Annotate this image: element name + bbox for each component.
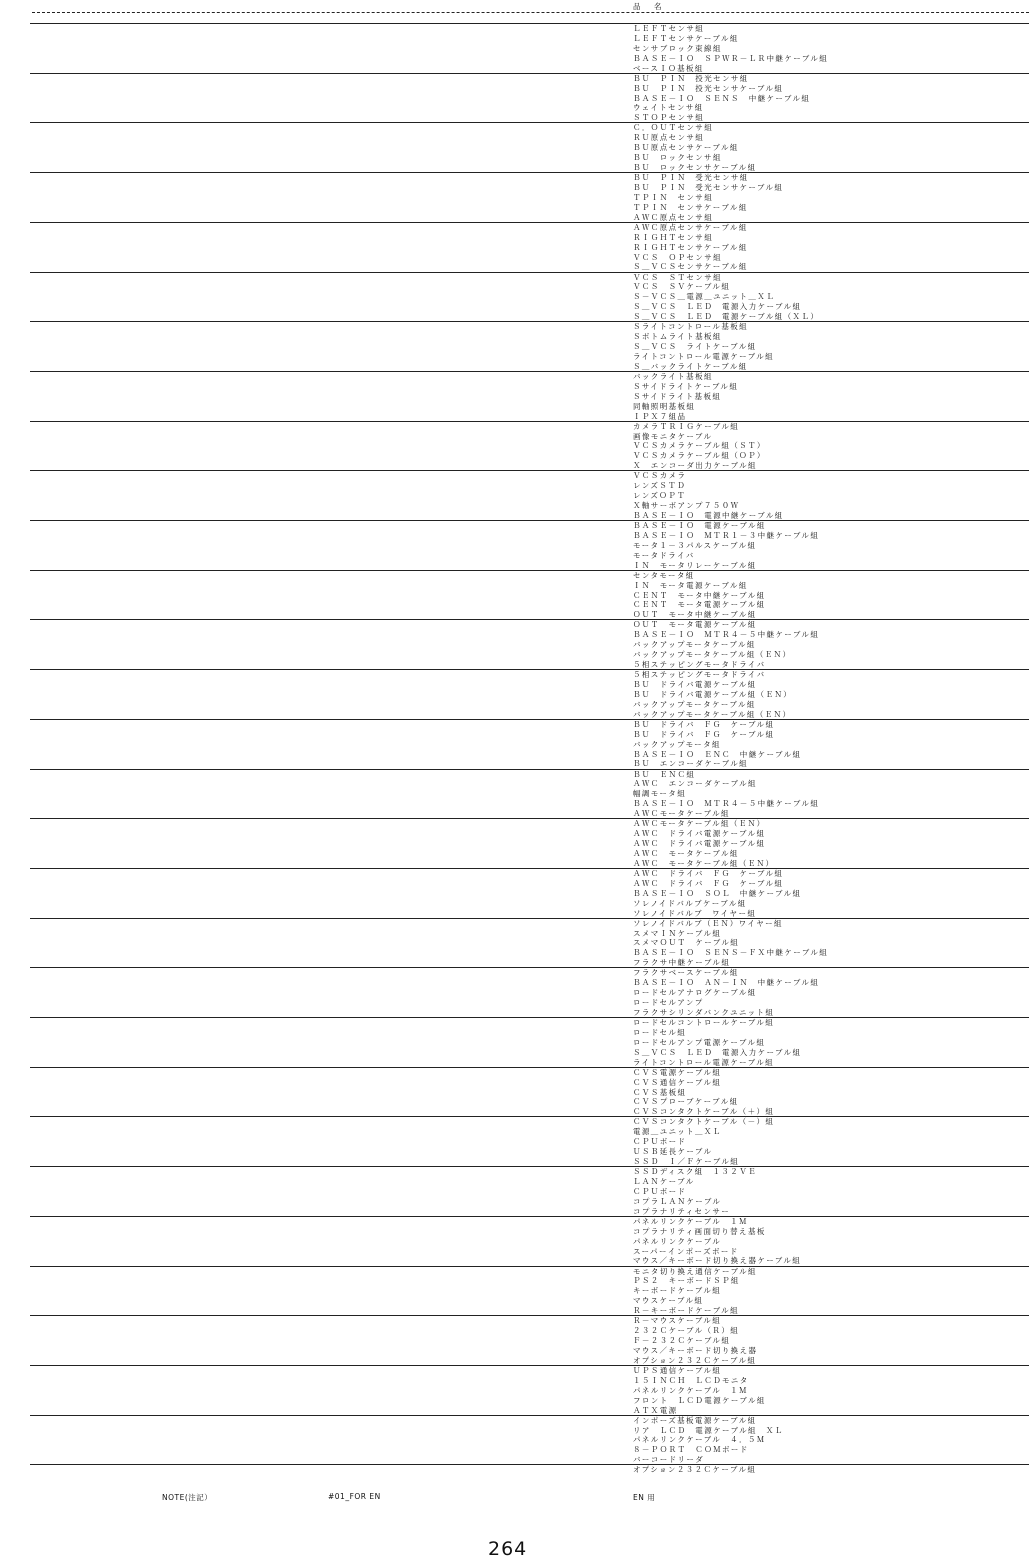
part-name: バックライト基板組 <box>633 371 713 381</box>
part-name: バックアップモータケーブル組（ＥＮ） <box>633 709 792 719</box>
part-name: ＢＵ ＥＮＣ組 <box>633 769 696 779</box>
part-name: ＡＷＣ原点センサ組 <box>633 212 714 222</box>
part-name: コプラＬＡＮケーブル <box>633 1196 722 1206</box>
part-name: ＶＣＳカメラケーブル組（ＯＰ） <box>633 451 766 461</box>
part-name: Ｃ．ＯＵＴセンサ組 <box>633 123 714 133</box>
part-name: インポーズ基板電源ケーブル組 <box>633 1415 757 1425</box>
part-name: Ｆ－２３２Ｃケーブル組 <box>633 1336 731 1345</box>
part-name: マウス／キーボード切り換え器ケーブル組 <box>633 1256 802 1266</box>
part-name: スメマＩＮケーブル組 <box>633 928 722 938</box>
part-name: Ｓボトムライト基板組 <box>633 332 722 342</box>
part-name: ＢＡＳＥ－ＩＯ 電源中継ケーブル組 <box>633 510 784 520</box>
part-name: ＳＳＤディスク組 １３２ＶＥ <box>633 1167 757 1177</box>
part-name: ＩＰＸ７組品 <box>633 411 687 421</box>
part-name: フロント ＬＣＤ電源ケーブル組 <box>633 1395 766 1405</box>
part-name: パネルリンクケーブル １Ｍ <box>633 1385 748 1395</box>
part-name: ＶＣＳ ＳＴセンサ組 <box>633 272 722 282</box>
group-divider <box>30 520 1029 521</box>
part-name: バックアップモータ組 <box>633 739 721 749</box>
page-number: 264 <box>488 1538 528 1560</box>
part-name: ＣＶＳ基板組 <box>633 1087 687 1097</box>
part-name: バックアップモータケーブル組（ＥＮ） <box>633 650 792 660</box>
part-name: Ｒ－マウスケーブル組 <box>633 1316 722 1326</box>
part-name: ソレノイドバルブ ワイヤー組 <box>633 908 757 918</box>
part-name: ＳＳＤ Ｉ／Ｆケーブル組 <box>633 1157 740 1166</box>
group-divider <box>30 1216 1029 1217</box>
part-name: フラクサシリンダバンクユニット組 <box>633 1007 775 1017</box>
group-divider <box>30 1116 1029 1117</box>
part-name: ５相ステッピングモータドライバ <box>633 670 766 680</box>
group-divider <box>30 1266 1029 1267</box>
part-name: ベースＩＯ基板組 <box>633 63 704 73</box>
part-name: ＢＵ ドライバ ＦＧ ケーブル組 <box>633 729 775 739</box>
part-name: スーパーインポーズボード <box>633 1246 739 1256</box>
group-divider <box>30 1166 1029 1167</box>
part-name: パネルリンクケーブル ４．５Ｍ <box>633 1435 766 1445</box>
part-name: スメマＯＵＴ ケーブル組 <box>633 938 740 948</box>
part-name: ２３２Ｃケーブル（Ｒ）組 <box>633 1326 740 1336</box>
header-dashed-rule <box>32 12 1029 13</box>
part-name: 同軸照明基板組 <box>633 401 696 411</box>
part-name: Ｓライトコントロール基板組 <box>633 322 749 332</box>
group-divider <box>30 669 1029 670</box>
part-name: ＢＵ ドライバ電源ケーブル組 <box>633 680 757 689</box>
group-divider <box>30 967 1029 968</box>
part-name: ＯＵＴ モータ電源ケーブル組 <box>633 620 757 630</box>
group-divider <box>30 23 1029 24</box>
part-name: ＩＮ モータ電源ケーブル組 <box>633 580 748 590</box>
part-name: Ｘ軸サーボアンプ７５０Ｗ <box>633 501 740 510</box>
part-name: ＢＵ ＰＩＮ 投光センサ組 <box>633 73 749 83</box>
part-name: バックアップモータケーブル組 <box>633 640 756 650</box>
part-name: ライトコントロール電源ケーブル組 <box>633 1057 775 1067</box>
part-name: ＡＷＣモータケーブル組 <box>633 809 730 819</box>
group-divider <box>30 1315 1029 1316</box>
part-name: ＡＷＣ原点センサケーブル組 <box>633 222 748 232</box>
part-name: ロードセルアンプ <box>633 998 704 1007</box>
part-name: ＢＡＳＥ－ＩＯ ＳＥＮＳ－ＦＸ中継ケーブル組 <box>633 948 829 958</box>
part-name: ＢＵ ドライバ ＦＧ ケーブル組 <box>633 719 775 729</box>
part-name: ＢＡＳＥ－ＩＯ ＭＴＲ４－５中継ケーブル組 <box>633 630 820 640</box>
part-name: ＲＵ原点センサ組 <box>633 133 705 143</box>
part-name: ＡＴＸ電源 <box>633 1405 678 1415</box>
part-name: ＰＳ２ キーボードＳＰ組 <box>633 1276 740 1286</box>
part-name: ＣＶＳ通信ケーブル組 <box>633 1077 722 1087</box>
part-name: Ｓ＿バックライトケーブル組 <box>633 361 748 371</box>
part-name: ＳＴＯＰセンサ組 <box>633 113 705 123</box>
part-name: ＢＵ原点センサケーブル組 <box>633 143 739 153</box>
note-label: NOTE(注記） <box>162 1493 213 1502</box>
part-name: ＡＷＣモータケーブル組（ＥＮ） <box>633 819 766 829</box>
part-name: ソレノイドバルブケーブル組 <box>633 898 747 908</box>
part-name: ＶＣＳカメラケーブル組（ＳＴ） <box>633 441 766 451</box>
part-name: モータ１－３パルスケーブル組 <box>633 540 757 550</box>
group-divider <box>30 818 1029 819</box>
part-name: ＣＰＵボード <box>633 1186 687 1196</box>
part-name: 幅調モータ組 <box>633 789 687 799</box>
group-divider <box>30 421 1029 422</box>
part-name: ＶＣＳカメラ <box>633 471 687 481</box>
part-name: ＢＡＳＥ－ＩＯ ＡＮ－ＩＮ 中継ケーブル組 <box>633 978 820 988</box>
part-name: モータドライバ <box>633 550 695 560</box>
part-name: オプション２３２Ｃケーブル組 <box>633 1355 757 1365</box>
part-name: ＢＵ ロックセンサケーブル組 <box>633 163 757 172</box>
part-name: ＵＰＳ通信ケーブル組 <box>633 1365 722 1375</box>
part-name: ＵＳＢ延長ケーブル <box>633 1147 713 1157</box>
part-name: ＬＡＮケーブル <box>633 1177 695 1186</box>
part-name: Ｓサイドライト基板組 <box>633 391 722 401</box>
part-name: Ｓ＿ＶＣＳ ＬＥＤ 電源入力ケーブル組 <box>633 302 802 312</box>
part-name: レンズＳＴＤ <box>633 481 686 491</box>
part-name: Ｒ－キーボードケーブル組 <box>633 1306 739 1316</box>
note-value: EN 用 <box>633 1493 656 1502</box>
part-name: ＲＩＧＨＴセンサ組 <box>633 232 714 242</box>
group-divider <box>30 719 1029 720</box>
part-name: ＢＵ ＰＩＮ 投光センサケーブル組 <box>633 83 784 93</box>
part-name: カメラＴＲＩＧケーブル組 <box>633 421 740 431</box>
part-name: ＲＩＧＨＴセンサケーブル組 <box>633 242 748 252</box>
part-name: ＶＣＳ ＯＰセンサ組 <box>633 252 722 262</box>
part-name: オプション２３２Ｃケーブル組 <box>633 1465 757 1475</box>
part-name: パネルリンクケーブル <box>633 1236 722 1246</box>
part-name: Ｓ＿ＶＣＳ ライトケーブル組 <box>633 342 757 351</box>
group-divider <box>30 222 1029 223</box>
part-name: ＢＵ ロックセンサ組 <box>633 153 722 163</box>
part-name: ロードセル組 <box>633 1027 687 1037</box>
part-name: ＬＥＦＴセンサ組 <box>633 24 705 33</box>
note-code: #01_FOR EN <box>328 1492 381 1501</box>
group-divider <box>30 272 1029 273</box>
group-divider <box>30 1365 1029 1366</box>
part-name: マウス／キーボード切り換え器 <box>633 1345 758 1355</box>
part-name: ＢＡＳＥ－ＩＯ ＳＰＷＲ－ＬＲ中継ケーブル組 <box>633 53 829 63</box>
group-divider <box>30 470 1029 471</box>
group-divider <box>30 619 1029 620</box>
part-name: 画像モニタケーブル <box>633 431 713 441</box>
group-divider <box>30 1067 1029 1068</box>
part-name: コプラナリティ画面切り替え基板 <box>633 1226 766 1236</box>
group-divider <box>30 1017 1029 1018</box>
column-header: 品 名 <box>633 2 665 11</box>
part-name: ＯＵＴ モータ中継ケーブル組 <box>633 610 757 620</box>
part-name: バーコードリーダ <box>633 1455 705 1465</box>
part-name: ８－ＰＯＲＴ ＣＯＭボード <box>633 1445 749 1455</box>
part-name: モニタ切り換え通信ケーブル組 <box>633 1266 757 1276</box>
part-name: ＣＶＳコンタクトケーブル（＋）組 <box>633 1107 775 1117</box>
part-name: センタモータ組 <box>633 570 695 580</box>
group-divider <box>30 371 1029 372</box>
part-name: ＢＡＳＥ－ＩＯ ＳＥＮＳ 中継ケーブル組 <box>633 93 811 103</box>
part-name: ＩＮ モータリレーケーブル組 <box>633 560 757 570</box>
part-name: マウスケーブル組 <box>633 1296 704 1306</box>
part-name: ＢＡＳＥ－ＩＯ ＳＯＬ 中継ケーブル組 <box>633 888 802 898</box>
part-name: ＡＷＣ ドライバ電源ケーブル組 <box>633 839 766 848</box>
part-name: ＡＷＣ ドライバ ＦＧ ケーブル組 <box>633 868 784 878</box>
group-divider <box>30 122 1029 123</box>
part-name: Ｓ＿ＶＣＳセンサケーブル組 <box>633 262 748 272</box>
part-name: ＡＷＣ エンコーダケーブル組 <box>633 779 757 789</box>
part-name: フラクサベースケーブル組 <box>633 968 739 978</box>
part-name: フラクサ中継ケーブル組 <box>633 958 731 968</box>
part-name: ＢＡＳＥ－ＩＯ ＭＴＲ１－３中継ケーブル組 <box>633 530 820 540</box>
part-name: ＢＡＳＥ－ＩＯ 電源ケーブル組 <box>633 521 766 530</box>
group-divider <box>30 73 1029 74</box>
part-name: ＣＥＮＴ モータ電源ケーブル組 <box>633 600 766 610</box>
part-name: ロードセルアンプ電源ケーブル組 <box>633 1037 766 1047</box>
part-name: Ｓ＿ＶＣＳ ＬＥＤ 電源入力ケーブル組 <box>633 1047 802 1057</box>
group-divider <box>30 1464 1029 1465</box>
part-name: コプラナリティセンサー <box>633 1206 731 1216</box>
part-name: ＣＶＳコンタクトケーブル（－）組 <box>633 1117 775 1127</box>
part-name: ソレノイドバルブ（ＥＮ）ワイヤー組 <box>633 918 783 928</box>
part-name: Ｓサイドライトケーブル組 <box>633 381 739 391</box>
part-name: ＣＶＳ電源ケーブル組 <box>633 1067 722 1077</box>
part-name: Ｓ＿ＶＣＳ ＬＥＤ 電源ケーブル組（ＸＬ） <box>633 312 820 322</box>
part-name: キーボードケーブル組 <box>633 1286 722 1296</box>
part-name: ＢＡＳＥ－ＩＯ ＥＮＣ 中継ケーブル組 <box>633 749 802 759</box>
group-divider <box>30 1415 1029 1416</box>
part-name: ＢＵ ドライバ電源ケーブル組（ＥＮ） <box>633 689 793 699</box>
part-name: ＬＥＦＴセンサケーブル組 <box>633 33 739 43</box>
group-divider <box>30 321 1029 322</box>
part-name: ＡＷＣ モータケーブル組（ＥＮ） <box>633 858 775 868</box>
part-name: ライトコントロール電源ケーブル組 <box>633 351 775 361</box>
group-divider <box>30 570 1029 571</box>
part-name: ＴＰＩＮ センサ組 <box>633 192 714 202</box>
group-divider <box>30 769 1029 770</box>
group-divider <box>30 172 1029 173</box>
part-name: レンズＯＰＴ <box>633 491 686 501</box>
part-name: パネルリンクケーブル １Ｍ <box>633 1216 748 1226</box>
part-name: ロードセルアナログケーブル組 <box>633 988 757 998</box>
part-name: ロードセルコントロールケーブル組 <box>633 1018 775 1027</box>
part-name: ＣＰＵボード <box>633 1137 687 1147</box>
group-divider <box>30 918 1029 919</box>
part-name: ＣＥＮＴ モータ中継ケーブル組 <box>633 590 766 600</box>
part-name: ＢＵ ＰＩＮ 受光センサ組 <box>633 173 749 183</box>
part-name: リア ＬＣＤ 電源ケーブル組 ＸＬ <box>633 1425 784 1435</box>
part-name: ＡＷＣ ドライバ ＦＧ ケーブル組 <box>633 878 784 888</box>
part-name: ＣＶＳプローブケーブル組 <box>633 1097 739 1107</box>
part-name: 電源＿ユニット＿ＸＬ <box>633 1127 722 1137</box>
part-name: ＢＡＳＥ－ＩＯ ＭＴＲ４－５中継ケーブル組 <box>633 799 820 809</box>
part-name: Ｘ エンコーダ出力ケーブル組 <box>633 461 757 471</box>
part-name: Ｓ－ＶＣＳ＿電源＿ユニット＿ＸＬ <box>633 292 776 302</box>
part-name: ＡＷＣ モータケーブル組 <box>633 848 739 858</box>
part-name: ＢＵ ＰＩＮ 受光センサケーブル組 <box>633 183 784 192</box>
part-name: ウェイトセンサ組 <box>633 103 704 113</box>
part-name: バックアップモータケーブル組 <box>633 699 756 709</box>
part-name: センサブロック束線組 <box>633 43 722 53</box>
group-divider <box>30 868 1029 869</box>
part-name: ５相ステッピングモータドライバ <box>633 660 766 669</box>
part-name: １５ＩＮＣＨ ＬＣＤモニタ <box>633 1375 749 1385</box>
part-name: ＶＣＳ ＳＶケーブル組 <box>633 282 731 292</box>
part-name: ＡＷＣ ドライバ電源ケーブル組 <box>633 829 766 839</box>
part-name: ＢＵ エンコーダケーブル組 <box>633 759 749 769</box>
part-name: ＴＰＩＮ センサケーブル組 <box>633 202 748 212</box>
